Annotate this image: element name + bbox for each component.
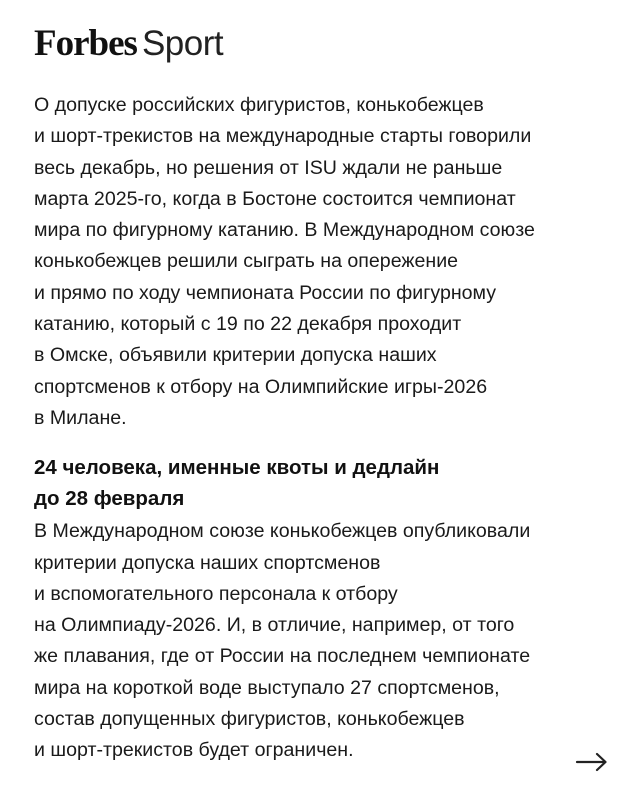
- text-line: критерии допуска наших спортсменов: [34, 551, 381, 574]
- text-line: марта 2025-го, когда в Бостоне состоится чемпионат: [34, 187, 516, 210]
- header: [34, 22, 223, 66]
- text-line: же плавания, где от России на последнем чемпионате: [34, 645, 531, 668]
- text-line: катанию, который с 19 по 22 декабря проходит: [34, 313, 462, 336]
- text-line: мира на короткой воде выступало 27 спортсменов,: [34, 676, 500, 699]
- text-line: В Международном союзе конькобежцев опубликовали: [34, 520, 531, 543]
- text-line: мира по фигурному катанию. В Международном союзе: [34, 219, 535, 242]
- arrow-right-icon[interactable]: [575, 748, 609, 776]
- text-line: на Олимпиаду-2026. И, в отличие, например, от того: [34, 614, 515, 637]
- article-paragraph: [34, 516, 614, 766]
- text-line: состав допущенных фигуристов, конькобежцев: [34, 708, 465, 731]
- text-line: конькобежцев решили сыграть на опережение: [34, 250, 459, 273]
- text-line: и прямо по ходу чемпионата России по фигурному: [34, 281, 497, 304]
- text-line: в Милане.: [34, 406, 127, 429]
- text-line: и вспомогательного персонала к отбору: [34, 582, 398, 605]
- section-name: Sport: [141, 24, 224, 63]
- text-line: и шорт-трекистов на международные старты говорили: [34, 125, 532, 148]
- text-line: весь декабрь, но решения от ISU ждали не раньше: [34, 156, 503, 179]
- article-paragraph: [34, 90, 614, 434]
- article-body: [34, 90, 614, 767]
- forbes-logo: Forbes: [34, 23, 137, 64]
- text-line: и шорт-трекистов будет ограничен.: [34, 739, 354, 762]
- text-line: спортсменов к отбору на Олимпийские игры-2026: [34, 375, 488, 398]
- heading-line: 24 человека, именные квоты и дедлайн: [34, 456, 440, 480]
- text-line: в Омске, объявили критерии допуска наших: [34, 344, 437, 367]
- heading-line: до 28 февраля: [34, 487, 185, 511]
- section-heading: [34, 452, 614, 514]
- text-line: О допуске российских фигуристов, конькобежцев: [34, 94, 484, 116]
